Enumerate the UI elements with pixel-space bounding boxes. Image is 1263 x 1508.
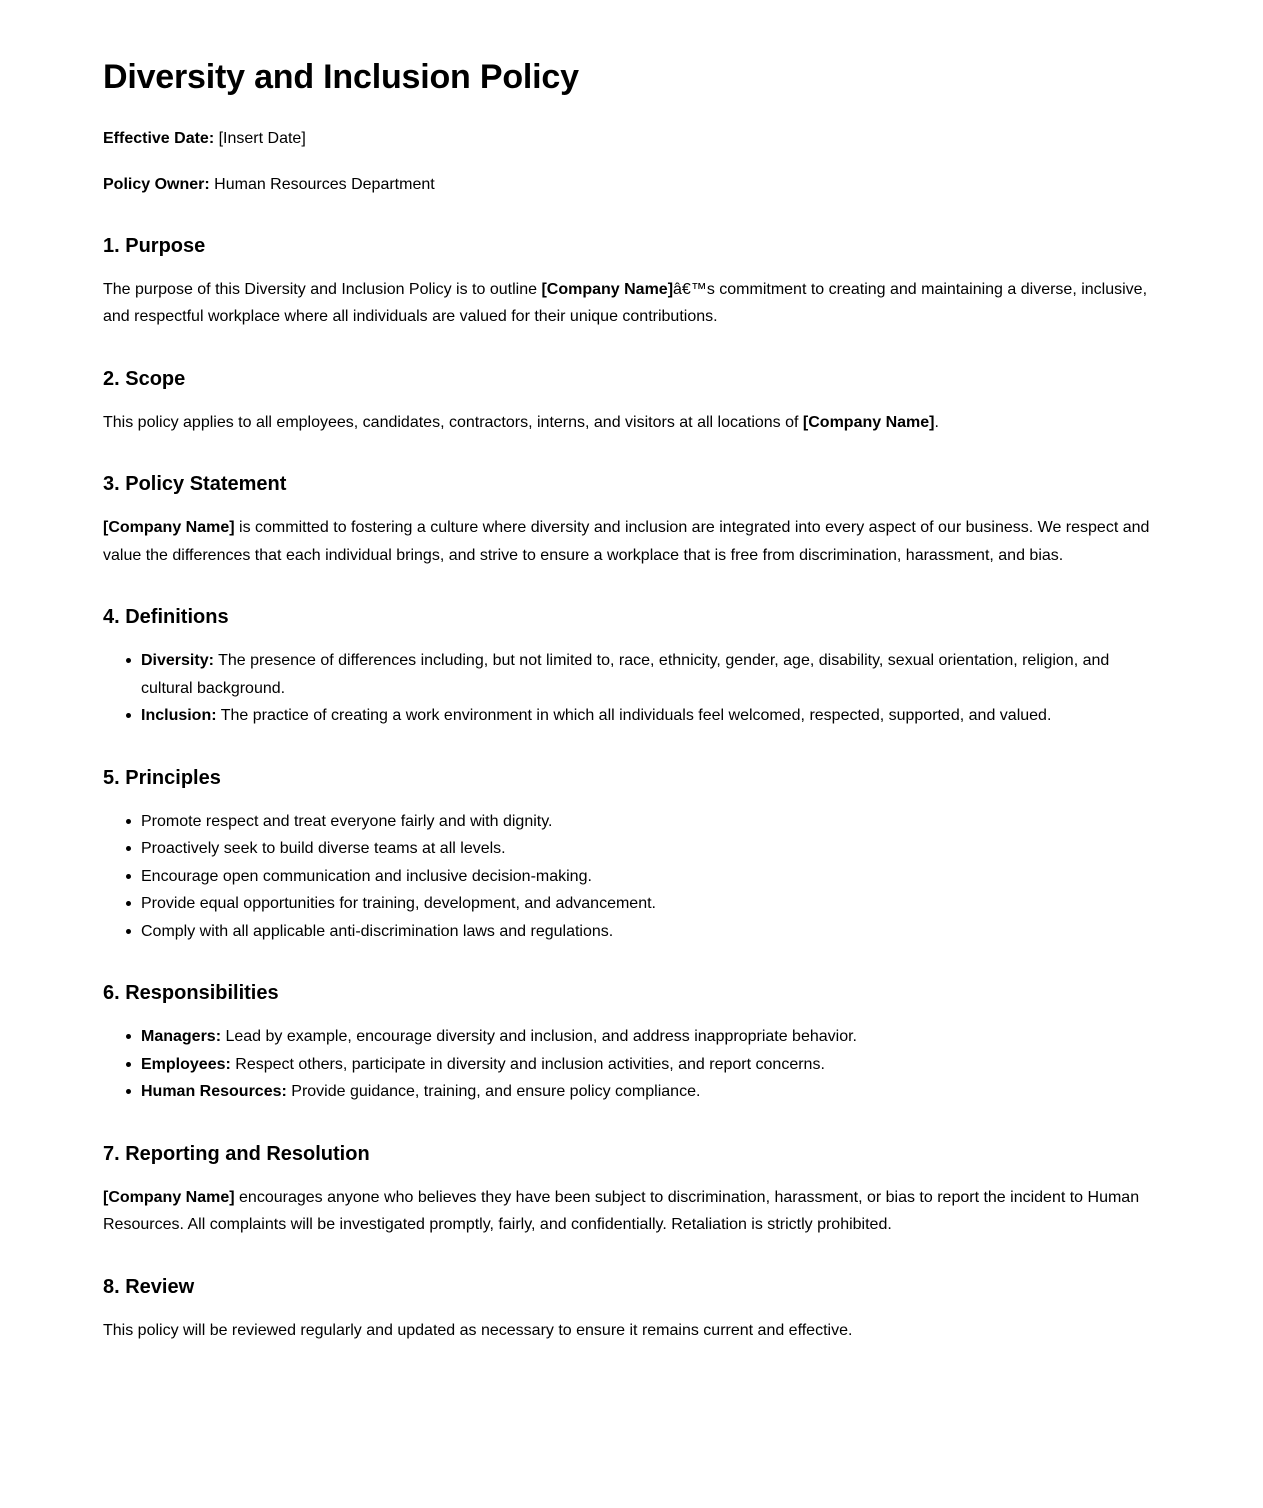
heading-reporting-and-resolution: 7. Reporting and Resolution xyxy=(103,1142,370,1165)
policy-owner-value: Human Resources Department xyxy=(214,175,435,193)
page-title: Diversity and Inclusion Policy xyxy=(103,58,579,96)
heading-responsibilities: 6. Responsibilities xyxy=(103,982,279,1005)
company-name-placeholder: [Company Name] xyxy=(802,413,935,431)
responsibilities-list xyxy=(103,1023,1160,1106)
list-item: Encourage open communication and inclusive decision-making. xyxy=(126,863,1160,891)
list-item xyxy=(126,1078,1160,1106)
responsibility-duty: Respect others, participate in diversity and inclusion activities, and report concerns. xyxy=(230,1055,825,1073)
reporting-text-after: encourages anyone who believes they have been subject to discrimination, harassment, or bias to report the incident to Human Resources. All complaints will be investigated promptly, fairly, and confidentially. Retaliation is strictly prohibited. xyxy=(103,1188,1140,1234)
paragraph-review: This policy will be reviewed regularly and updated as necessary to ensure it remains current and effective. xyxy=(103,1321,853,1339)
effective-date-value: [Insert Date] xyxy=(218,130,306,148)
heading-scope: 2. Scope xyxy=(103,367,186,390)
responsibility-role: Human Resources: xyxy=(141,1083,287,1101)
definition-term: Diversity: xyxy=(141,652,214,670)
paragraph-reporting xyxy=(103,1184,1160,1239)
section-policy-statement xyxy=(103,472,1160,569)
list-item: Comply with all applicable anti-discrimination laws and regulations. xyxy=(126,918,1160,946)
section-reporting-and-resolution xyxy=(103,1142,1160,1239)
heading-review: 8. Review xyxy=(103,1275,195,1298)
list-item xyxy=(126,1051,1160,1079)
heading-policy-statement: 3. Policy Statement xyxy=(103,473,287,496)
purpose-text-after: s commitment to creating and maintaining a diverse, inclusive, and respectful workplace where all individuals are valued for their unique contributions. xyxy=(103,280,1148,326)
effective-date-line xyxy=(103,127,1160,152)
list-item: Proactively seek to build diverse teams at all levels. xyxy=(126,835,1160,863)
section-definitions xyxy=(103,605,1160,730)
policy-owner-label: Policy Owner: xyxy=(103,175,210,193)
section-principles xyxy=(103,766,1160,946)
responsibility-role: Managers: xyxy=(141,1028,222,1046)
responsibility-duty: Provide guidance, training, and ensure policy compliance. xyxy=(286,1083,701,1101)
heading-purpose: 1. Purpose xyxy=(103,234,206,257)
list-item xyxy=(126,647,1160,702)
mojibake-apostrophe: â€™ xyxy=(673,280,707,298)
principles-list xyxy=(103,808,1160,946)
heading-definitions: 4. Definitions xyxy=(103,606,229,629)
scope-text-after: . xyxy=(934,413,939,431)
definition-text: The presence of differences including, but not limited to, race, ethnicity, gender, age, disability, sexual orientation, religion, and cultural background. xyxy=(141,652,1110,697)
list-item xyxy=(126,702,1160,730)
company-name-placeholder: [Company Name] xyxy=(103,519,235,537)
section-responsibilities xyxy=(103,981,1160,1106)
paragraph-scope xyxy=(103,409,1160,437)
policy-owner-line xyxy=(103,173,1160,198)
policy-statement-text-after: is committed to fostering a culture where diversity and inclusion are integrated into every aspect of our business. We respect and value the differences that each individual brings, and strive to ensure a workplace that is free from discrimination, harassment, and bias. xyxy=(103,519,1150,564)
company-name-placeholder: [Company Name] xyxy=(541,280,674,298)
purpose-text-before: The purpose of this Diversity and Inclusion Policy is to outline xyxy=(103,280,542,298)
definition-term: Inclusion: xyxy=(141,707,217,725)
list-item: Provide equal opportunities for training, development, and advancement. xyxy=(126,890,1160,918)
heading-principles: 5. Principles xyxy=(103,766,221,789)
list-item xyxy=(126,1023,1160,1051)
definitions-list xyxy=(103,647,1160,730)
scope-text-before: This policy applies to all employees, candidates, contractors, interns, and visitors at all locations of xyxy=(103,413,803,431)
responsibility-duty: Lead by example, encourage diversity and inclusion, and address inappropriate behavior. xyxy=(221,1028,857,1046)
section-review xyxy=(103,1275,1160,1345)
paragraph-purpose xyxy=(103,276,1160,331)
responsibility-role: Employees: xyxy=(141,1055,231,1073)
company-name-placeholder: [Company Name] xyxy=(103,1188,235,1206)
definition-text: The practice of creating a work environment in which all individuals feel welcomed, respected, supported, and valued. xyxy=(216,707,1052,725)
list-item: Promote respect and treat everyone fairly and with dignity. xyxy=(126,808,1160,836)
section-scope xyxy=(103,367,1160,437)
section-purpose xyxy=(103,234,1160,331)
effective-date-label: Effective Date: xyxy=(103,130,215,148)
paragraph-policy-statement xyxy=(103,514,1160,569)
